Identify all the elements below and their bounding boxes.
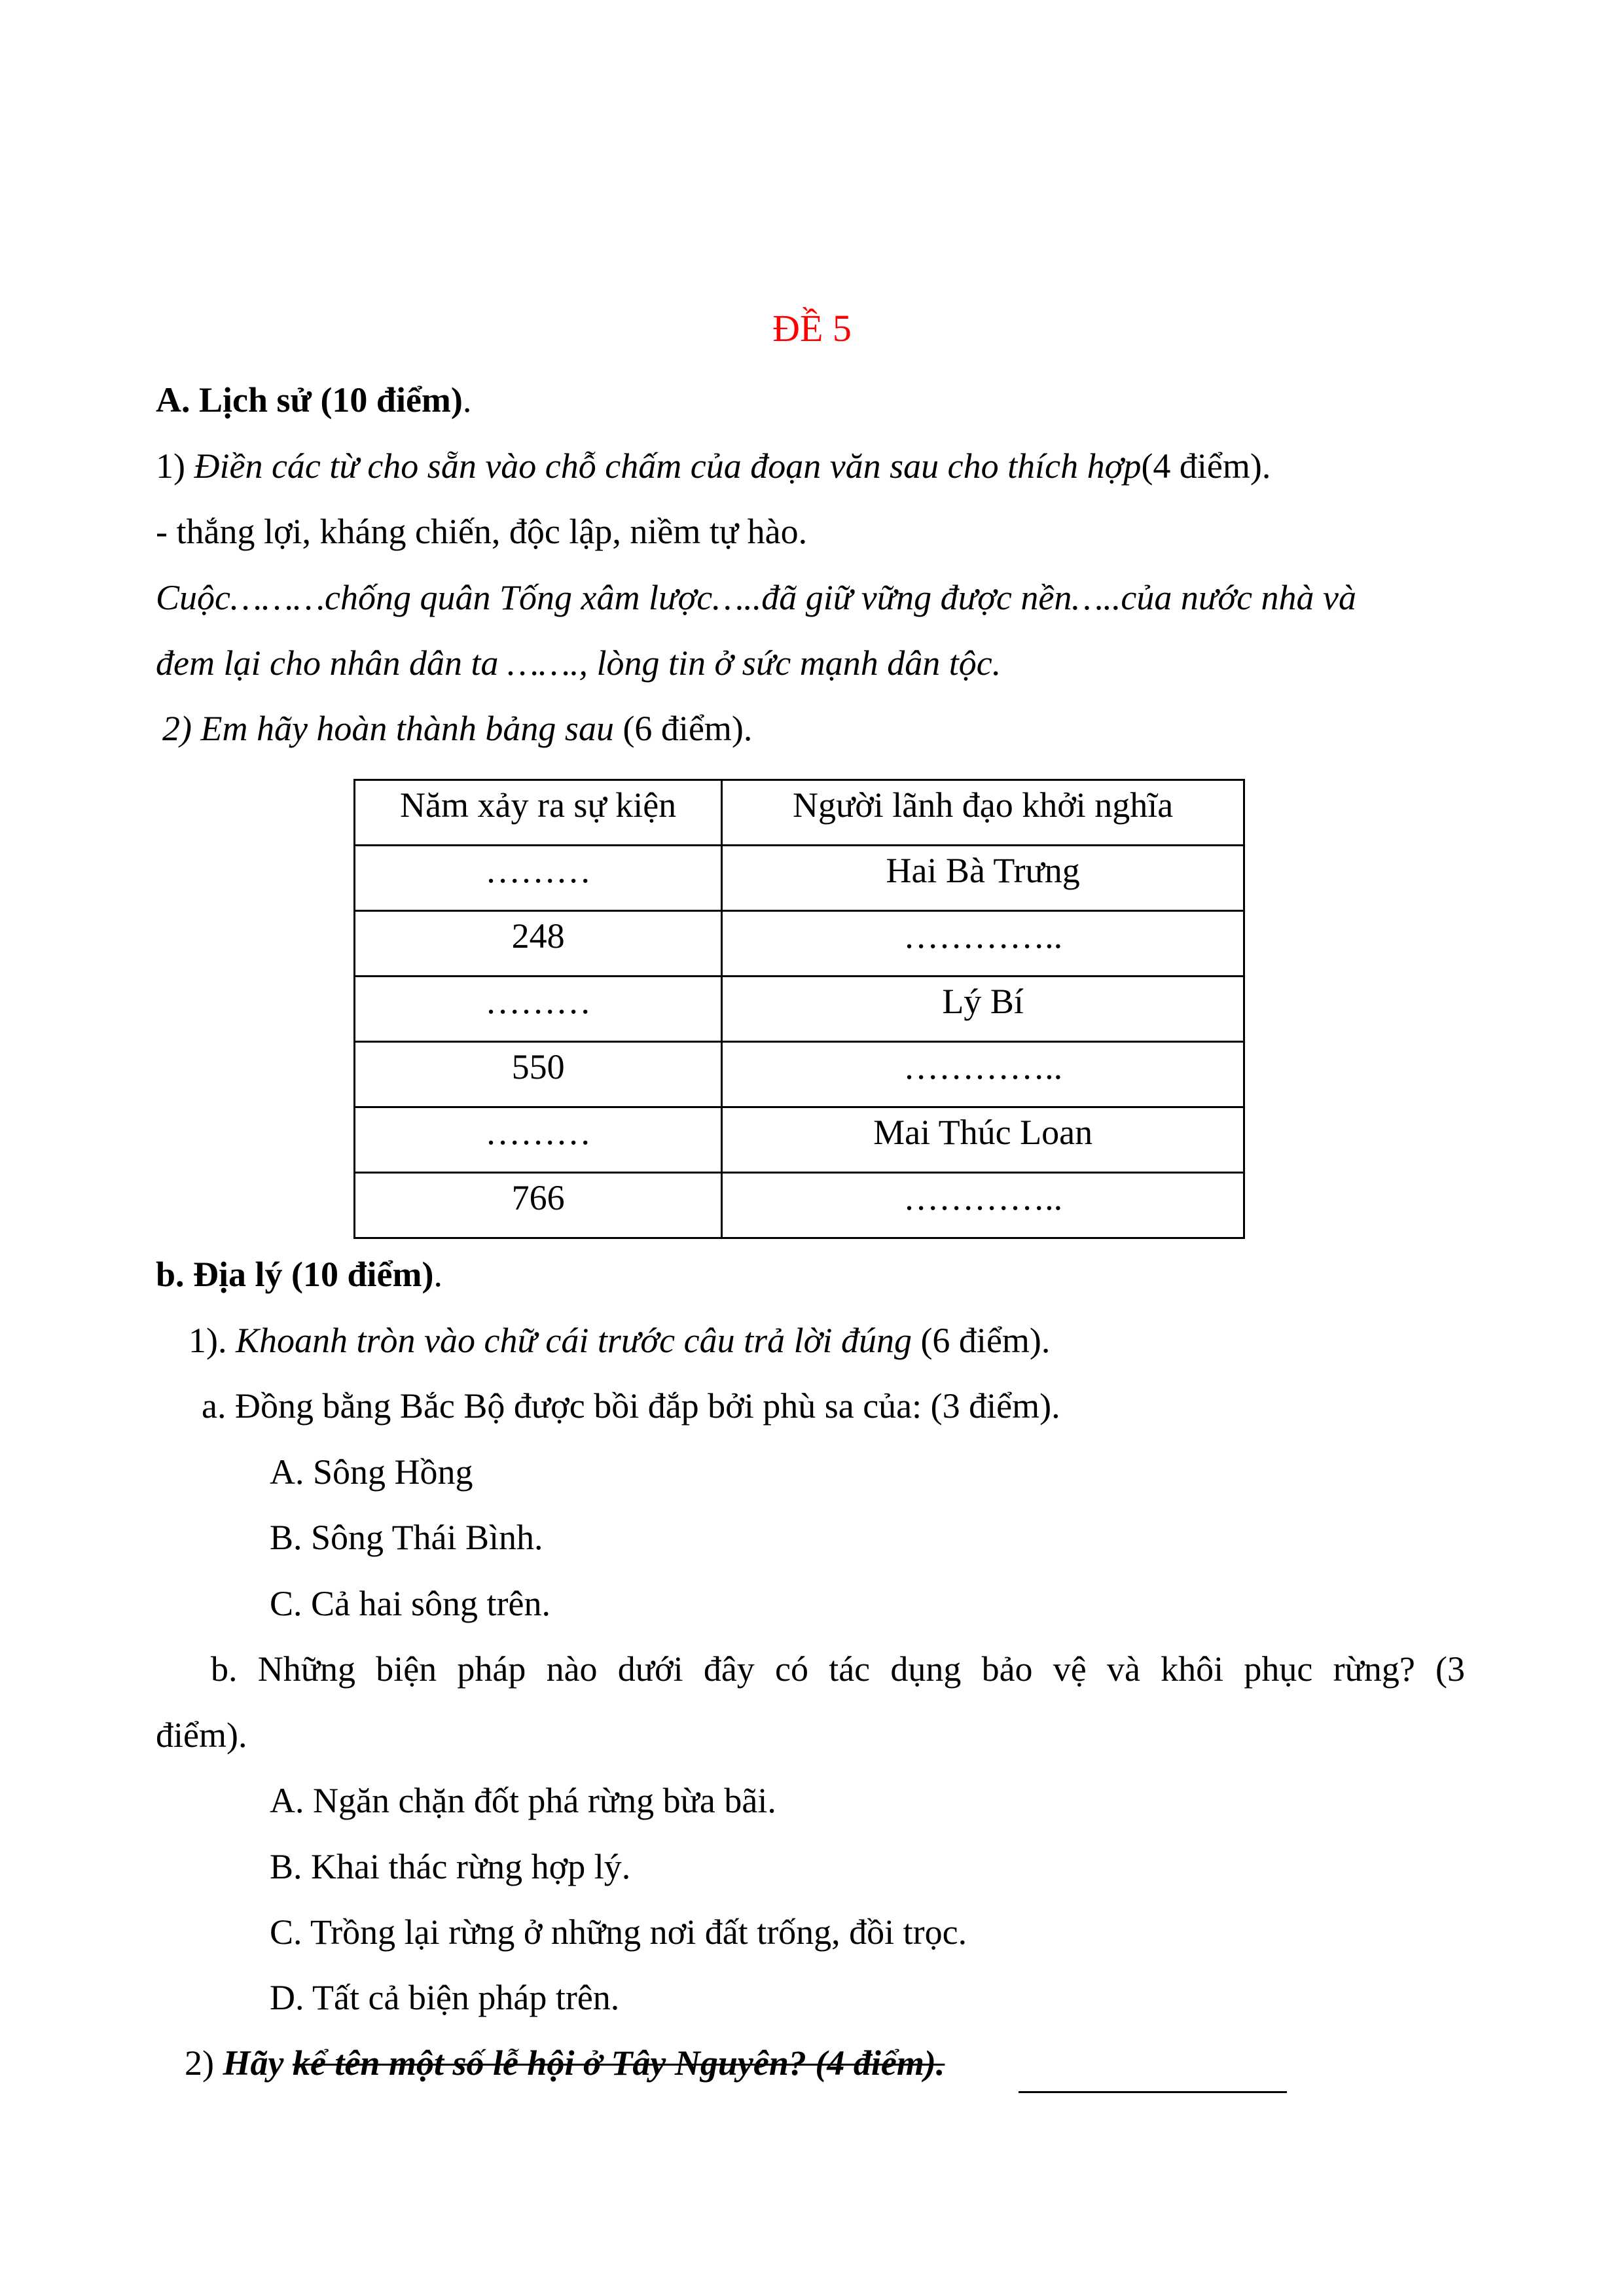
table-cell-year: 248 bbox=[355, 911, 722, 977]
exam-title: ĐỀ 5 bbox=[772, 307, 852, 350]
table-cell-leader: Mai Thúc Loan bbox=[722, 1107, 1244, 1173]
events-table bbox=[353, 779, 1245, 1239]
table-row bbox=[355, 1173, 1244, 1238]
question-b2-struck-text: kể tên một số lễ hội ở Tây Nguyên? (4 điểm). bbox=[292, 2043, 945, 2083]
table-cell-year: 766 bbox=[355, 1173, 722, 1238]
question-b1: 1). Khoanh tròn vào chữ cái trước câu trả lời đúng (6 điểm). bbox=[189, 1321, 1051, 1360]
table-row bbox=[355, 911, 1244, 977]
section-b-heading: b. Địa lý (10 điểm). bbox=[156, 1255, 442, 1294]
passage-line-1: Cuộc………chống quân Tống xâm lược…..đã giữ vững được nền…..của nước nhà và bbox=[156, 578, 1357, 617]
passage-line-2: đem lại cho nhân dân ta ……., lòng tin ở sức mạnh dân tộc. bbox=[156, 643, 1001, 683]
table-header-row bbox=[355, 780, 1244, 846]
option-b1b-d: D. Tất cả biện pháp trên. bbox=[270, 1978, 620, 2017]
option-b1a-a: A. Sông Hồng bbox=[270, 1452, 473, 1492]
section-a-heading: A. Lịch sử (10 điểm). bbox=[156, 380, 472, 420]
question-a1: 1) Điền các từ cho sẵn vào chỗ chấm của đoạn văn sau cho thích hợp(4 điểm). bbox=[156, 446, 1271, 486]
option-b1a-b: B. Sông Thái Bình. bbox=[270, 1518, 543, 1557]
table-cell-leader: Hai Bà Trưng bbox=[722, 846, 1244, 911]
question-b1b-line-1: b. Những biện pháp nào dưới đây có tác dụng bảo vệ và khôi phục rừng? (3 bbox=[211, 1649, 1465, 1689]
question-a2-prompt: 2) Em hãy hoàn thành bảng sau bbox=[162, 709, 614, 748]
option-b1b-b: B. Khai thác rừng hợp lý. bbox=[270, 1847, 631, 1886]
question-a2: 2) Em hãy hoàn thành bảng sau (6 điểm). bbox=[162, 709, 753, 748]
table-cell-leader: Lý Bí bbox=[722, 977, 1244, 1042]
word-bank: - thắng lợi, kháng chiến, độc lập, niềm tự hào. bbox=[156, 512, 808, 551]
section-a-heading-text: A. Lịch sử (10 điểm) bbox=[156, 380, 463, 420]
section-b-heading-text: b. Địa lý (10 điểm) bbox=[156, 1255, 434, 1294]
table-cell-year: 550 bbox=[355, 1042, 722, 1107]
question-b1a: a. Đồng bằng Bắc Bộ được bồi đắp bởi phù sa của: (3 điểm). bbox=[202, 1386, 1060, 1426]
table-row bbox=[355, 1107, 1244, 1173]
question-a1-prompt: Điền các từ cho sẵn vào chỗ chấm của đoạn văn sau cho thích hợp bbox=[194, 446, 1142, 486]
answer-line bbox=[1019, 2091, 1287, 2093]
question-b1b-line-2: điểm). bbox=[156, 1715, 247, 1755]
question-b2: 2) Hãy kể tên một số lễ hội ở Tây Nguyên? (4 điểm). bbox=[185, 2043, 945, 2083]
table-cell-leader: ………….. bbox=[722, 911, 1244, 977]
table-row bbox=[355, 977, 1244, 1042]
question-b1-prompt: Khoanh tròn vào chữ cái trước câu trả lời đúng bbox=[235, 1321, 912, 1360]
option-b1a-c: C. Cả hai sông trên. bbox=[270, 1584, 550, 1623]
option-b1b-a: A. Ngăn chặn đốt phá rừng bừa bãi. bbox=[270, 1781, 776, 1820]
table-header-year: Năm xảy ra sự kiện bbox=[355, 780, 722, 846]
table-header-leader: Người lãnh đạo khởi nghĩa bbox=[722, 780, 1244, 846]
table-cell-year: ……… bbox=[355, 1107, 722, 1173]
table-row bbox=[355, 846, 1244, 911]
table-cell-leader: ………….. bbox=[722, 1173, 1244, 1238]
table-cell-year: ……… bbox=[355, 977, 722, 1042]
table-row bbox=[355, 1042, 1244, 1107]
table-cell-year: ……… bbox=[355, 846, 722, 911]
table-cell-leader: ………….. bbox=[722, 1042, 1244, 1107]
option-b1b-c: C. Trồng lại rừng ở những nơi đất trống, đồi trọc. bbox=[270, 1912, 967, 1952]
